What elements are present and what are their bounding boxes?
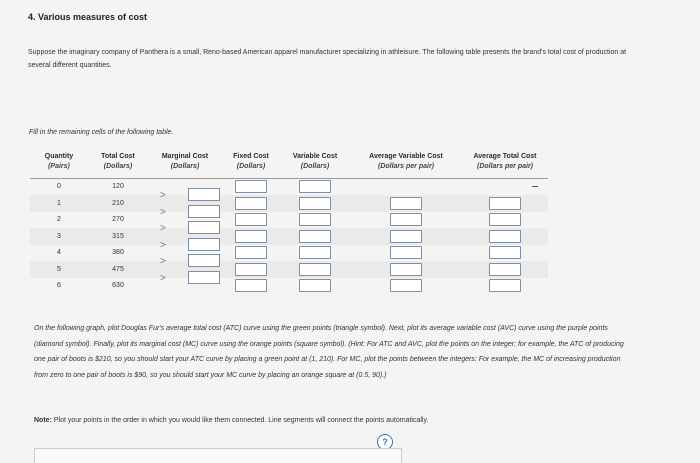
fixed-cost-input[interactable]: [235, 230, 267, 243]
bracket-arrow-icon: >: [160, 190, 166, 201]
quantity-cell: 6: [57, 282, 61, 290]
variable-cost-input[interactable]: [299, 246, 331, 259]
header-average-variable-cost: Average Variable Cost (Dollars per pair): [350, 150, 462, 178]
variable-cost-input[interactable]: [299, 263, 331, 276]
marginal-cost-input[interactable]: [188, 271, 220, 284]
atc-input[interactable]: [489, 197, 521, 210]
header-total-cost: Total Cost (Dollars): [88, 150, 148, 178]
fixed-cost-input[interactable]: [235, 197, 267, 210]
total-cost-cell: 380: [112, 249, 124, 257]
bracket-arrow-icon: >: [160, 207, 166, 218]
table-row: [30, 195, 548, 212]
marginal-cost-input[interactable]: [188, 221, 220, 234]
atc-input[interactable]: [489, 246, 521, 259]
atc-input[interactable]: [489, 230, 521, 243]
total-cost-cell: 120: [112, 183, 124, 191]
variable-cost-input[interactable]: [299, 230, 331, 243]
table-row: [30, 245, 548, 262]
fixed-cost-input[interactable]: [235, 246, 267, 259]
quantity-cell: 2: [57, 216, 61, 224]
table-instruction: Fill in the remaining cells of the following table.: [29, 129, 174, 136]
fixed-cost-input[interactable]: [235, 263, 267, 276]
bracket-arrow-icon: >: [160, 273, 166, 284]
total-cost-cell: 210: [88, 195, 148, 212]
total-cost-cell: 270: [112, 216, 124, 224]
marginal-cost-input[interactable]: [188, 254, 220, 267]
note-text: Plot your points in the order in which you would like them connected. Line segments will connect the points automatically.: [53, 417, 429, 424]
avc-input[interactable]: [390, 279, 422, 292]
total-cost-cell: 475: [88, 261, 148, 278]
table-row: [30, 261, 548, 278]
graph-area[interactable]: [34, 448, 402, 463]
variable-cost-input[interactable]: [299, 180, 331, 193]
table-row: [30, 212, 548, 229]
quantity-cell: 5: [30, 261, 88, 278]
fixed-cost-input[interactable]: [235, 279, 267, 292]
bracket-arrow-icon: >: [160, 256, 166, 267]
quantity-cell: 0: [57, 183, 61, 191]
total-cost-cell: 630: [112, 282, 124, 290]
avc-spacer: [350, 178, 462, 195]
header-marginal-cost: Marginal Cost (Dollars): [148, 150, 222, 178]
avc-input[interactable]: [390, 246, 422, 259]
note-label: Note:: [34, 417, 52, 424]
avc-input[interactable]: [390, 197, 422, 210]
atc-undefined-dash: [532, 186, 538, 187]
total-cost-cell: 315: [88, 228, 148, 245]
marginal-cost-input[interactable]: [188, 205, 220, 218]
header-fixed-cost: Fixed Cost (Dollars): [222, 150, 280, 178]
quantity-cell: 3: [30, 228, 88, 245]
avc-input[interactable]: [390, 230, 422, 243]
variable-cost-input[interactable]: [299, 279, 331, 292]
fixed-cost-input[interactable]: [235, 213, 267, 226]
variable-cost-input[interactable]: [299, 213, 331, 226]
header-average-total-cost: Average Total Cost (Dollars per pair): [462, 150, 548, 178]
marginal-cost-input[interactable]: [188, 238, 220, 251]
fixed-cost-input[interactable]: [235, 180, 267, 193]
quantity-cell: 1: [30, 195, 88, 212]
section-title: 4. Various measures of cost: [28, 12, 148, 22]
atc-input[interactable]: [489, 279, 521, 292]
quantity-cell: 4: [57, 249, 61, 257]
help-icon[interactable]: ?: [377, 434, 393, 450]
bracket-arrow-icon: >: [160, 240, 166, 251]
graph-instructions: On the following graph, plot Douglas Fur's average total cost (ATC) curve using the green points (triangle symbol). Next, plot its average variable cost (AVC) curve using the purple points (diamond symbol). Finally, plot its marginal cost (MC) curve using the orange points (square symbol). (Hint: For ATC and AVC, plot the points on the integer; for example, the ATC of producing one pair of boots is $210, so you should start your ATC curve by placing a green point at (1, 210). For MC, plot the points between the integers: For example, the MC of increasing production from zero to one pair of boots is $90, so you should start your MC curve by placing an orange square at (0.5, 90).): [34, 325, 624, 379]
intro-paragraph: Suppose the imaginary company of Panthera is a small, Reno-based American apparel manufacturer specializing in athleisure. The following table presents the brand's total cost of production at several different quantities.: [28, 49, 627, 69]
table-row: [30, 278, 548, 295]
table-row: [30, 228, 548, 245]
variable-cost-input[interactable]: [299, 197, 331, 210]
marginal-cost-input[interactable]: [188, 188, 220, 201]
avc-input[interactable]: [390, 213, 422, 226]
avc-input[interactable]: [390, 263, 422, 276]
header-quantity: Quantity (Pairs): [30, 150, 88, 178]
atc-input[interactable]: [489, 213, 521, 226]
cost-table: [30, 150, 548, 294]
bracket-arrow-icon: >: [160, 223, 166, 234]
header-variable-cost: Variable Cost (Dollars): [280, 150, 350, 178]
atc-input[interactable]: [489, 263, 521, 276]
note: [34, 417, 428, 424]
table-row: [30, 178, 548, 195]
